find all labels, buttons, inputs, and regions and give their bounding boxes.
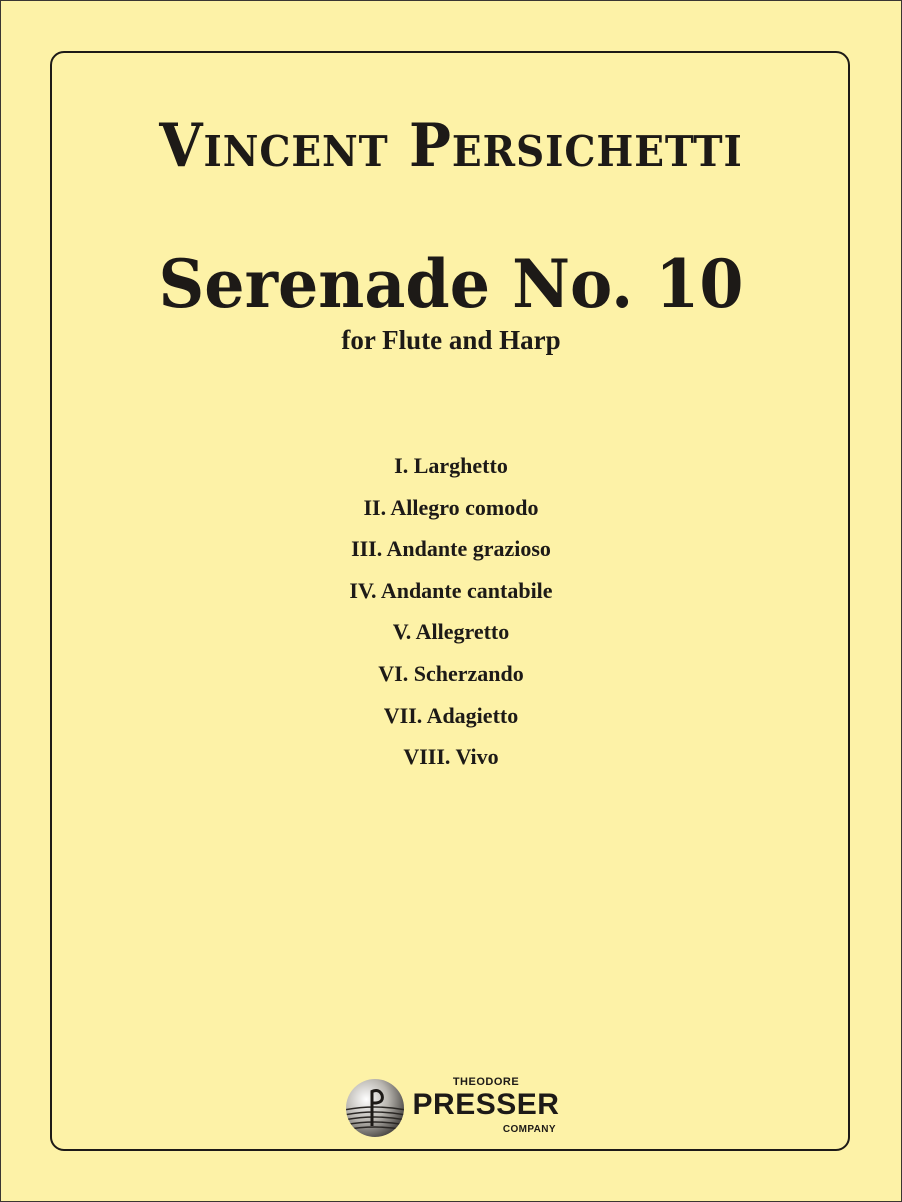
movement-item: VII. Adagietto: [383, 702, 519, 728]
movement-item: IV. Andante cantabile: [349, 577, 553, 603]
composer-name: Vincent Persichetti: [159, 111, 743, 181]
movement-list: [0, 450, 902, 783]
publisher-logo: [344, 1074, 564, 1138]
work-subtitle: for Flute and Harp: [341, 325, 561, 355]
movement-item: I. Larghetto: [394, 453, 508, 478]
movement-item: VIII. Vivo: [403, 744, 499, 770]
movement-item: V. Allegretto: [392, 619, 510, 645]
presser-globe-staff-logo-icon: [344, 1076, 406, 1138]
movement-item: II. Allegro comodo: [363, 494, 539, 520]
publisher-name-top: THEODORE: [452, 1076, 520, 1088]
work-title: Serenade No. 10: [158, 245, 744, 323]
movement-item: VI. Scherzando: [378, 660, 524, 686]
publisher-name-main: PRESSER: [412, 1088, 560, 1121]
movement-item: III. Andante grazioso: [351, 536, 551, 562]
publisher-name-bottom: COMPANY: [502, 1124, 556, 1135]
